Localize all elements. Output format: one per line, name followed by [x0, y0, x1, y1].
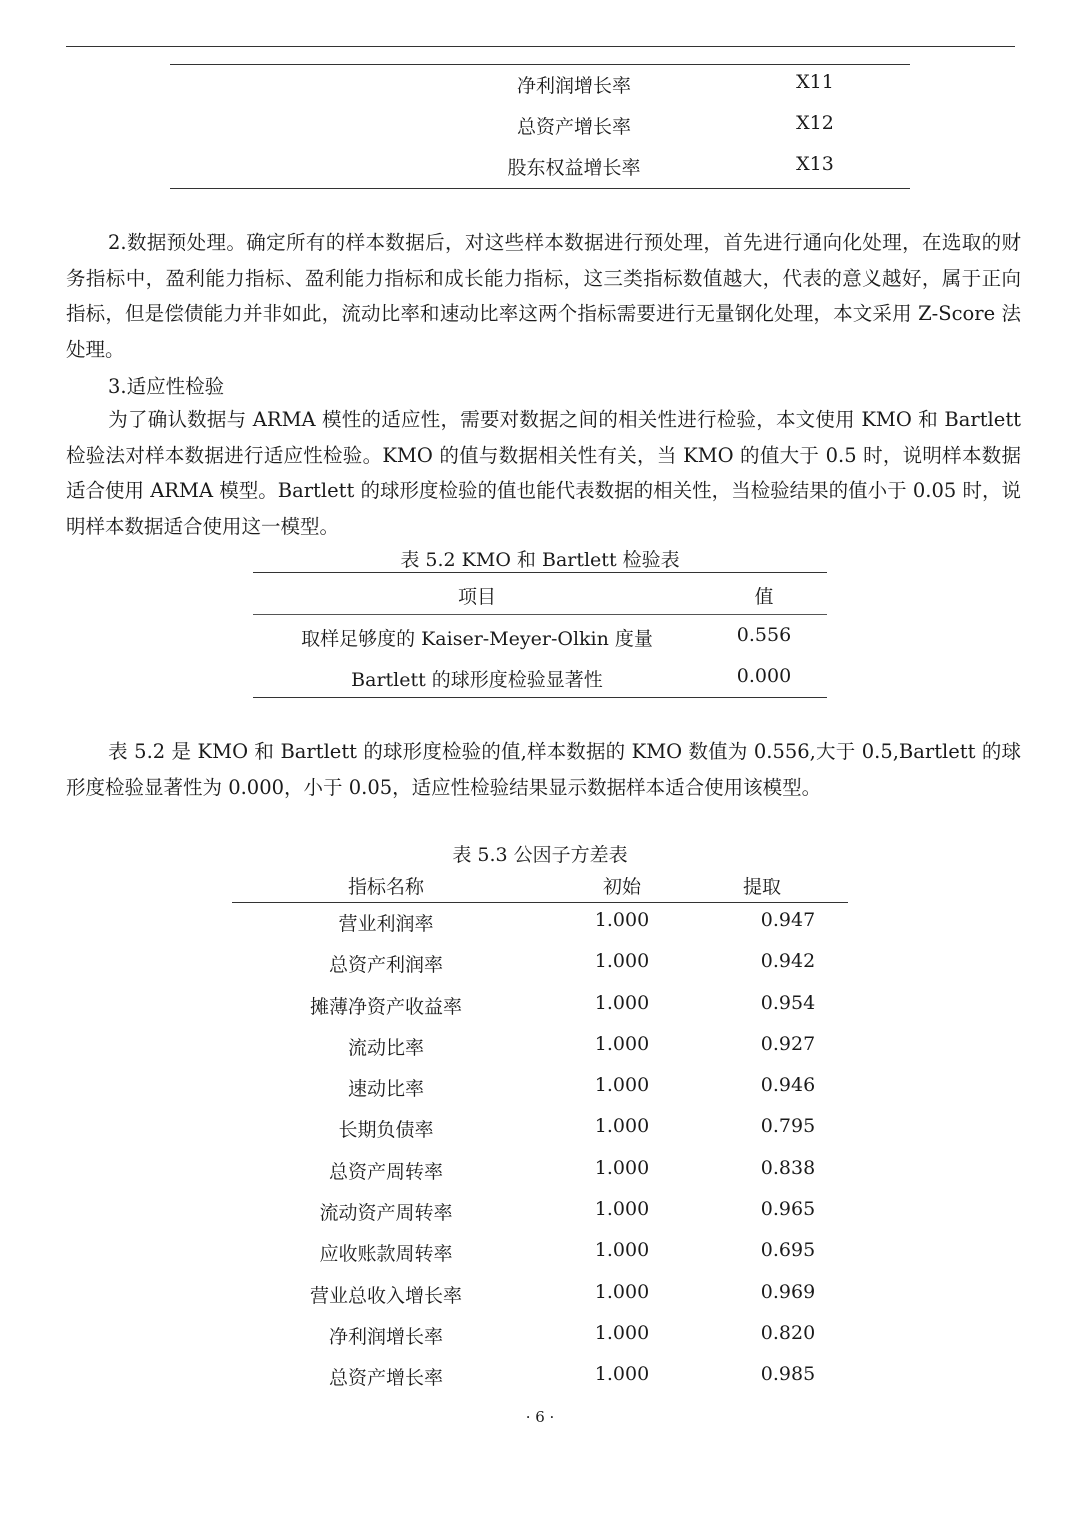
communality-table-caption: 表 5.3 公因子方差表 — [452, 844, 628, 866]
indicator-name: 速动比率 — [347, 1078, 424, 1101]
indicator-name: 总资产增长率 — [328, 1367, 443, 1390]
section3-text: 为了确认数据与 ARMA 模性的适应性，需要对数据之间的相关性进行检验，本文使用 KMO 和 Bartlett 检验法对样本数据进行适应性检验。KMO 的值与数据相关性有关，当 KMO 的值大于 0.5 时，说明样本数据适合使用 ARMA 模型。Bartlett 的球形度检验的值也能代表数据的相关性，当检验结果的值小于 0.05 时，说明样本数据适合使用这一模型。 — [66, 408, 1021, 538]
kmo-explanation-text: 表 5.2 是 KMO 和 Bartlett 的球形度检验的值,样本数据的 KMO 数值为 0.556,大于 0.5,Bartlett 的球形度检验显著性为 0.000，小于 0.05，适应性检验结果显示数据样本适合使用该模型。 — [66, 740, 1021, 799]
indicator-name: 总资产增长率 — [516, 116, 631, 138]
table-row — [232, 1233, 848, 1274]
kmo-item: Bartlett 的球形度检验显著性 — [351, 669, 603, 691]
indicator-name: 营业利润率 — [338, 913, 434, 935]
extraction-value: 0.985 — [760, 1363, 816, 1386]
table-row — [253, 656, 827, 697]
table-row — [232, 1151, 848, 1192]
extraction-value: 0.954 — [760, 991, 816, 1014]
header-name: 指标名称 — [347, 876, 424, 898]
initial-value: 1.000 — [594, 1198, 650, 1221]
indicator-code: X12 — [796, 112, 834, 134]
table-header — [232, 869, 848, 903]
section3-heading: 3.适应性检验 — [108, 375, 225, 398]
indicator-name: 应收账款周转率 — [319, 1243, 453, 1266]
extraction-value: 0.946 — [760, 1074, 816, 1097]
header-rule — [66, 46, 1015, 47]
extraction-value: 0.820 — [760, 1321, 816, 1344]
indicator-name: 摊薄净资产收益率 — [309, 995, 462, 1018]
extraction-value: 0.965 — [760, 1198, 816, 1221]
initial-value: 1.000 — [594, 991, 650, 1014]
indicator-name: 流动比率 — [347, 1036, 424, 1059]
initial-value: 1.000 — [594, 1321, 650, 1344]
initial-value: 1.000 — [594, 1115, 650, 1138]
indicator-code: X11 — [796, 71, 834, 93]
table-row — [232, 986, 848, 1027]
initial-value: 1.000 — [594, 1074, 650, 1097]
table-row — [232, 1316, 848, 1357]
initial-value: 1.000 — [594, 1239, 650, 1262]
header-value: 值 — [754, 586, 774, 608]
extraction-value: 0.947 — [760, 909, 816, 931]
communality-rows — [232, 903, 848, 1399]
indicator-table-tail — [170, 64, 910, 189]
section2-paragraph — [66, 225, 1021, 367]
extraction-value: 0.838 — [760, 1156, 816, 1179]
table-row — [253, 615, 827, 656]
communality-table — [232, 869, 848, 1399]
table-row — [232, 944, 848, 985]
extraction-value: 0.927 — [760, 1032, 816, 1055]
kmo-item: 取样足够度的 Kaiser-Meyer-Olkin 度量 — [301, 628, 653, 650]
table-row — [232, 1109, 848, 1150]
table-row — [232, 1068, 848, 1109]
table-row — [232, 1275, 848, 1316]
indicator-name: 长期负债率 — [338, 1119, 434, 1142]
table-row — [232, 1192, 848, 1233]
table-header — [253, 573, 827, 615]
section3-paragraph — [66, 402, 1021, 544]
initial-value: 1.000 — [594, 1156, 650, 1179]
indicator-name: 股东权益增长率 — [507, 157, 641, 179]
indicator-code: X13 — [796, 153, 834, 175]
kmo-table-caption: 表 5.2 KMO 和 Bartlett 检验表 — [400, 549, 680, 571]
kmo-value: 0.000 — [736, 665, 792, 687]
indicator-name: 流动资产周转率 — [319, 1202, 453, 1225]
initial-value: 1.000 — [594, 1280, 650, 1303]
table-row — [232, 903, 848, 944]
header-item: 项目 — [457, 586, 496, 608]
page-number: · 6 · — [525, 1408, 555, 1426]
table-row — [232, 1027, 848, 1068]
initial-value: 1.000 — [594, 909, 650, 931]
kmo-table — [253, 572, 827, 698]
extraction-value: 0.942 — [760, 950, 816, 973]
table-row — [170, 147, 910, 188]
extraction-value: 0.695 — [760, 1239, 816, 1262]
initial-value: 1.000 — [594, 1363, 650, 1386]
extraction-value: 0.795 — [760, 1115, 816, 1138]
extraction-value: 0.969 — [760, 1280, 816, 1303]
kmo-explanation-paragraph — [66, 734, 1021, 805]
section2-text: 2.数据预处理。确定所有的样本数据后，对这些样本数据进行预处理，首先进行通向化处理，在选取的财务指标中，盈利能力指标、盈利能力指标和成长能力指标，这三类指标数值越大，代表的意义越好，属于正向指标，但是偿债能力并非如此，流动比率和速动比率这两个指标需要进行无量钢化处理，本文采用 Z-Score 法处理。 — [66, 231, 1021, 361]
indicator-name: 总资产周转率 — [328, 1160, 443, 1183]
indicator-name: 净利润增长率 — [516, 75, 631, 97]
table-row — [170, 65, 910, 106]
initial-value: 1.000 — [594, 950, 650, 973]
initial-value: 1.000 — [594, 1032, 650, 1055]
indicator-name: 净利润增长率 — [328, 1325, 443, 1348]
indicator-name: 总资产利润率 — [328, 954, 443, 977]
kmo-value: 0.556 — [736, 624, 792, 646]
indicator-name: 营业总收入增长率 — [309, 1284, 462, 1307]
header-extraction: 提取 — [742, 876, 781, 898]
header-initial: 初始 — [602, 876, 641, 898]
table-row — [232, 1357, 848, 1398]
table-row — [170, 106, 910, 147]
